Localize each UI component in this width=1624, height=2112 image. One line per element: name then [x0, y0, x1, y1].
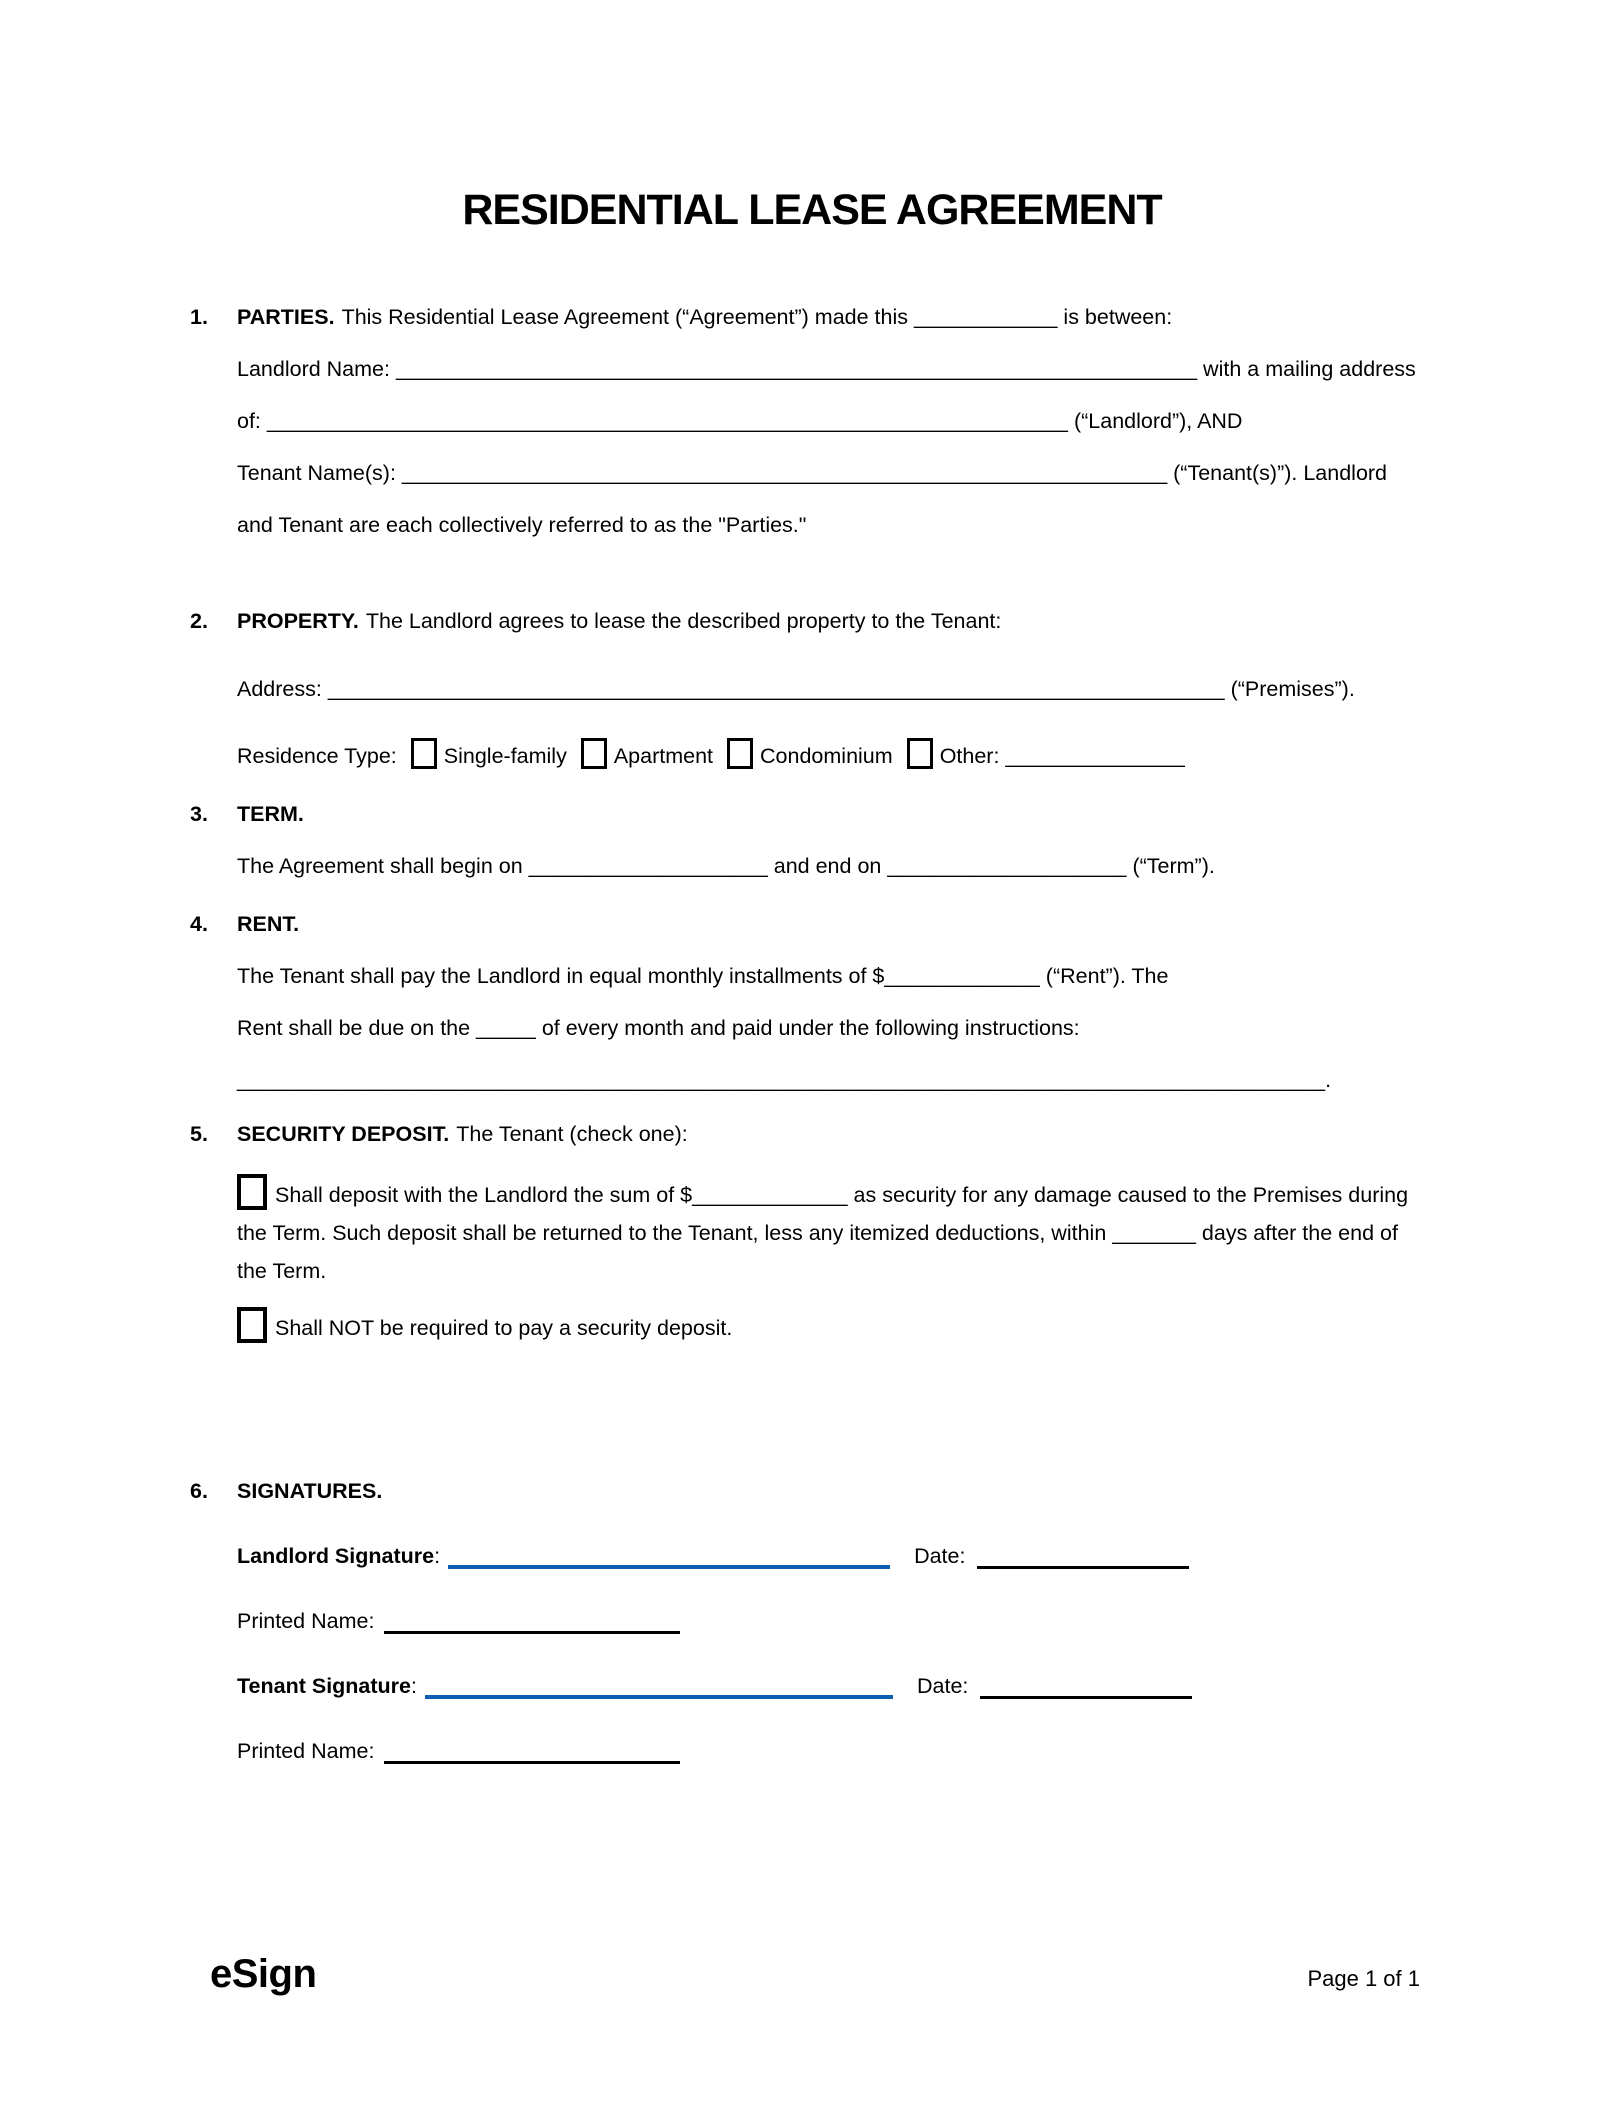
- rent-content: [237, 898, 1438, 1106]
- section-number-security: 5.: [190, 1122, 208, 1146]
- residence-option-apartment: Apartment: [613, 744, 714, 768]
- mailing-address-line: of: ___________________________________________________________________ (“Landlord”), AND: [237, 409, 1243, 433]
- tenant-signature-line[interactable]: [425, 1691, 893, 1699]
- section-number-property: 2.: [190, 609, 208, 633]
- parties-intro-line: [237, 291, 1438, 343]
- parties-content: [237, 291, 1438, 551]
- parties-closing-line: and Tenant are each collectively referred to as the "Parties.": [237, 513, 807, 537]
- tenant-name-line: Tenant Name(s): ________________________________________________________________ (“Tenant(s)”). Landlord: [237, 461, 1388, 485]
- other-blank: _______________: [1005, 744, 1185, 768]
- no-security-deposit-checkbox[interactable]: [237, 1307, 267, 1343]
- rent-heading-line: [237, 898, 1438, 950]
- other-checkbox[interactable]: [907, 738, 933, 769]
- security-option-deposit-text: Shall deposit with the Landlord the sum of $_____________ as security for any damage caused to the Premises during the Term. Such deposit shall be returned to the Tenant, less any itemized deductions, within _______ days after the end of the Term.: [237, 1183, 1409, 1283]
- section-number-signatures: 6.: [190, 1479, 208, 1503]
- tenant-printed-name-row: [237, 1725, 1438, 1777]
- parties-intro: This Residential Lease Agreement (“Agreement”) made this ____________ is between:: [341, 305, 1173, 329]
- residence-type-label: Residence Type:: [237, 744, 397, 768]
- property-intro: The Landlord agrees to lease the described property to the Tenant:: [365, 609, 1002, 633]
- parties-heading: PARTIES.: [237, 305, 335, 329]
- signatures-heading-line: [237, 1465, 1438, 1517]
- tenant-date-line[interactable]: [980, 1692, 1192, 1699]
- section-term: [190, 788, 1438, 892]
- residence-option-condominium: Condominium: [760, 744, 893, 768]
- security-intro: The Tenant (check one):: [456, 1122, 688, 1146]
- landlord-printed-name-line[interactable]: [384, 1627, 680, 1634]
- tenant-printed-name-line[interactable]: [384, 1757, 680, 1764]
- property-intro-line: [237, 595, 1438, 647]
- security-deposit-checkbox[interactable]: [237, 1174, 267, 1210]
- term-heading-line: [237, 788, 1438, 840]
- address-line: Address: ___________________________________________________________________________ (“Premises”).: [237, 677, 1355, 701]
- landlord-signature-row: [237, 1530, 1438, 1582]
- condominium-checkbox[interactable]: [727, 738, 753, 769]
- signatures-content: [237, 1465, 1438, 1777]
- security-option-no-deposit: [237, 1307, 1438, 1347]
- residence-type-line: [237, 730, 1438, 782]
- rent-due-line: Rent shall be due on the _____ of every month and paid under the following instructions:: [237, 1016, 1080, 1040]
- section-property: [190, 595, 1438, 782]
- property-content: [237, 595, 1438, 782]
- landlord-signature-line[interactable]: [448, 1561, 890, 1569]
- residence-option-other: Other:: [939, 744, 1000, 768]
- section-number-parties: 1.: [190, 305, 208, 329]
- section-number-term: 3.: [190, 802, 208, 826]
- section-security-deposit: [190, 1108, 1438, 1347]
- term-heading: TERM.: [237, 802, 304, 826]
- payment-instructions-line: ___________________________________________________________________________________________.: [237, 1068, 1332, 1092]
- rent-amount-line: The Tenant shall pay the Landlord in equal monthly installments of $_____________ (“Rent”). The: [237, 964, 1169, 988]
- landlord-printed-name-row: [237, 1595, 1438, 1647]
- security-heading: SECURITY DEPOSIT.: [237, 1122, 450, 1146]
- signatures-heading: SIGNATURES.: [237, 1479, 383, 1503]
- property-heading: PROPERTY.: [237, 609, 359, 633]
- section-signatures: [190, 1465, 1438, 1777]
- security-content: [237, 1108, 1438, 1347]
- landlord-signature-label: Landlord Signature: [237, 1544, 435, 1568]
- apartment-checkbox[interactable]: [581, 738, 607, 769]
- section-number-rent: 4.: [190, 912, 208, 936]
- landlord-date-label: Date:: [914, 1544, 966, 1568]
- landlord-signature-colon: :: [434, 1544, 441, 1568]
- landlord-name-line: Landlord Name: ___________________________________________________________________ with a mailing address: [237, 357, 1416, 381]
- document-title: RESIDENTIAL LEASE AGREEMENT: [462, 186, 1162, 234]
- tenant-signature-label: Tenant Signature: [237, 1674, 412, 1698]
- term-content: [237, 788, 1438, 892]
- section-rent: [190, 898, 1438, 1106]
- tenant-date-label: Date:: [917, 1674, 969, 1698]
- landlord-date-line[interactable]: [977, 1562, 1189, 1569]
- tenant-signature-colon: :: [411, 1674, 417, 1698]
- security-option-deposit: [237, 1174, 1427, 1290]
- security-option-no-deposit-text: Shall NOT be required to pay a security deposit.: [275, 1316, 733, 1340]
- rent-heading: RENT.: [237, 912, 300, 936]
- page-number: Page 1 of 1: [1307, 1966, 1420, 1991]
- security-intro-line: [237, 1108, 1438, 1160]
- esign-logo: eSign: [210, 1952, 317, 1996]
- tenant-signature-row: [237, 1660, 1438, 1712]
- single-family-checkbox[interactable]: [411, 738, 437, 769]
- landlord-printed-name-label: Printed Name:: [237, 1609, 375, 1633]
- term-dates-line: The Agreement shall begin on ____________________ and end on ____________________ (“Term”).: [237, 854, 1215, 878]
- tenant-printed-name-label: Printed Name:: [237, 1739, 375, 1763]
- residence-option-single-family: Single-family: [443, 744, 567, 768]
- section-parties: [190, 291, 1438, 551]
